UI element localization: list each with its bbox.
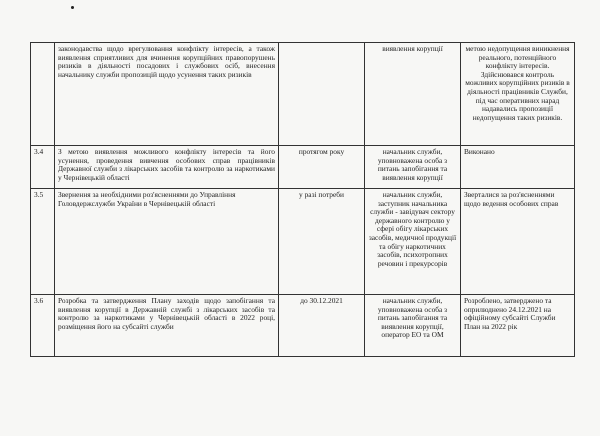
row-number: 3.5	[31, 189, 55, 295]
term-cell: до 30.12.2021	[279, 295, 365, 357]
table-row	[31, 295, 575, 357]
status-cell: Зверталися за роз'ясненнями щодо ведення особових справ	[461, 189, 575, 295]
status-cell: Розроблено, затверджено та оприлюднено 24.12.2021 на офіційному субсайті Служби План на 2022 рік	[461, 295, 575, 357]
status-cell: Виконано	[461, 146, 575, 189]
table-row	[31, 43, 575, 146]
table-row	[31, 146, 575, 189]
responsible-cell: начальник служби, уповноважена особа з питань запобігання та виявлення корупції	[365, 146, 461, 189]
row-number	[31, 43, 55, 146]
measure-cell: законодавства щодо врегулювання конфлікту інтересів, а також виявлення сприятливих для вчинення корупційних правопорушень ризиків в діяльності посадових і службових осіб, внесення начальнику служби пропозицій щодо усунення таких ризиків	[55, 43, 279, 146]
table-row	[31, 189, 575, 295]
term-cell	[279, 43, 365, 146]
measure-cell: Розробка та затвердження Плану заходів щодо запобігання та виявлення корупції в Державній службі з лікарських засобів та контролю за наркотиками у Чернівецькій області в 2022 році, розміщення його на субсайті служби	[55, 295, 279, 357]
term-cell: у разі потреби	[279, 189, 365, 295]
measure-cell: Звернення за необхідними роз'ясненнями до Управління Головдержслужби України в Чернівецькій області	[55, 189, 279, 295]
scan-dot	[71, 6, 74, 9]
responsible-cell: начальник служби, уповноважена особа з питань запобігання та виявлення корупції, оператор ЕО та ОМ	[365, 295, 461, 357]
responsible-cell: начальник служби, заступник начальника служби - завідувач сектору державного контролю у сфері обігу лікарських засобів, медичної продукції та обігу наркотичних засобів, психотропних речовин і прекурсорів	[365, 189, 461, 295]
term-cell: протягом року	[279, 146, 365, 189]
plan-table	[30, 42, 575, 357]
row-number: 3.4	[31, 146, 55, 189]
measure-cell: З метою виявлення можливого конфлікту інтересів та його усунення, проведення вивчення особових справ працівників Державної служби з лікарських засобів та контролю за наркотиками у Чернівецькій області	[55, 146, 279, 189]
status-cell: метою недопущення виникнення реального, потенційного конфлікту інтересів. Здійснювався контроль можливих корупційних ризиків в діяльності працівників Служби, під час оперативних нарад надавались пропозиції недопущення таких ризиків.	[461, 43, 575, 146]
row-number: 3.6	[31, 295, 55, 357]
responsible-cell: виявлення корупції	[365, 43, 461, 146]
